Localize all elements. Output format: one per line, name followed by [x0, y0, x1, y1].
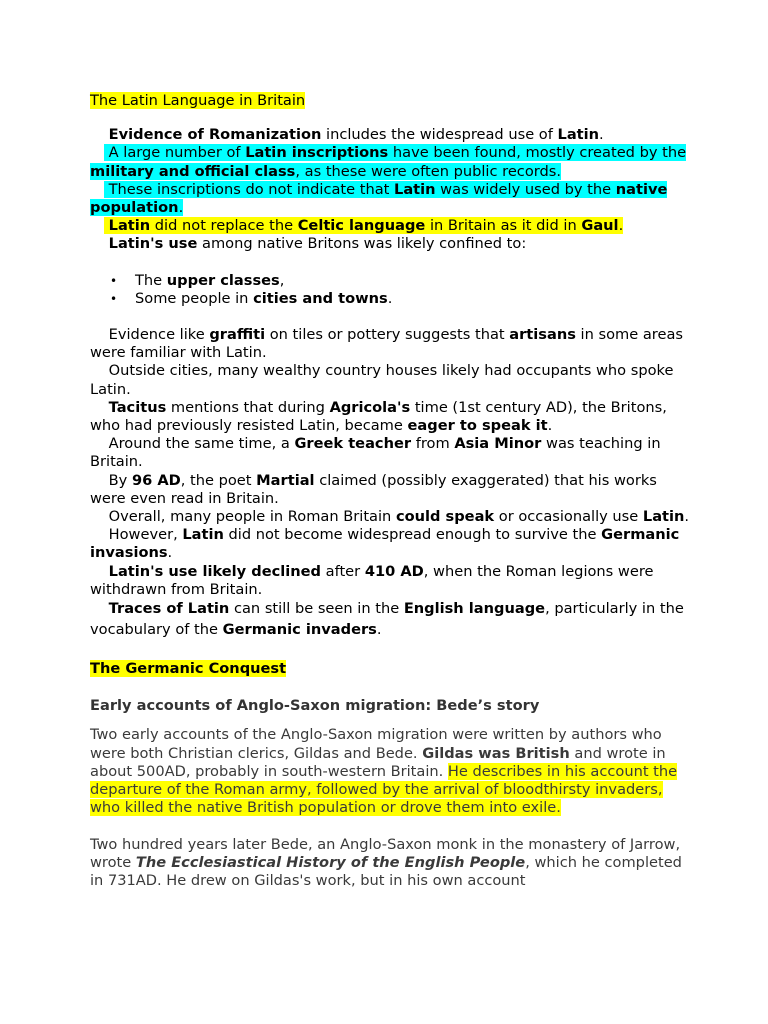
- bold-text: 96 AD: [131, 471, 181, 489]
- text: ,: [279, 271, 285, 289]
- section-title-text: The Latin Language in Britain: [90, 92, 306, 109]
- text: can still be seen in the: [229, 600, 404, 618]
- line-native-population: [90, 181, 690, 217]
- text: Two hundred years later Bede, an Anglo-Saxon monk in the monastery of Jarrow, wrote: [90, 835, 681, 871]
- line-tacitus: [90, 399, 690, 435]
- bullet-list: [90, 272, 690, 308]
- bold-text: Gaul: [581, 217, 619, 235]
- text: , which he completed in 731AD. He drew on Gildas's work, but in his own account: [90, 853, 682, 889]
- bold-text: Latin's use likely declined: [108, 562, 321, 580]
- bold-text: Latin's use: [108, 235, 198, 253]
- bold-text: Tacitus: [108, 398, 167, 416]
- text: Evidence like: [104, 326, 210, 344]
- text: was widely used by the: [435, 180, 616, 198]
- text: time (1st century AD), the Britons, who had previously resisted Latin, became: [90, 398, 667, 435]
- line-greek-teacher: [90, 435, 690, 471]
- text: These inscriptions do not indicate that: [104, 180, 395, 198]
- bold-text: Traces of Latin: [108, 600, 230, 618]
- text: Overall, many people in Roman Britain: [104, 508, 396, 526]
- bold-text: cities and towns: [253, 289, 388, 307]
- bold-text: Gildas was British: [422, 744, 570, 762]
- text: after: [321, 562, 365, 580]
- text: .: [599, 126, 604, 144]
- bold-text: 410 AD: [364, 562, 424, 580]
- text: claimed (possibly exaggerated) that his works were even read in Britain.: [90, 471, 657, 507]
- line-could-speak: [90, 508, 690, 526]
- text: .: [547, 417, 553, 435]
- line-evidence-romanization: [90, 126, 690, 144]
- line-celtic-language: [90, 217, 690, 235]
- text: .: [684, 508, 690, 526]
- text: among native Britons was likely confined to:: [197, 235, 527, 253]
- bold-text: upper classes: [166, 271, 280, 289]
- line-latins-use: [90, 235, 690, 253]
- line-graffiti: [90, 326, 690, 362]
- section2-title: [90, 660, 690, 678]
- bold-text: Latin inscriptions: [245, 144, 389, 162]
- text: was teaching in Britain.: [90, 435, 661, 471]
- bold-text: Greek teacher: [294, 435, 412, 453]
- text: By: [104, 471, 132, 489]
- text: .: [178, 199, 184, 217]
- text: .: [167, 544, 173, 562]
- bold-text: Asia Minor: [454, 435, 542, 453]
- text: on tiles or pottery suggests that: [265, 326, 510, 344]
- text: did not become widespread enough to survive the: [223, 526, 602, 544]
- bold-text: could speak: [395, 508, 495, 526]
- line-country-houses: [90, 362, 690, 398]
- text: and wrote in about 500AD, probably in south-western Britain.: [90, 744, 666, 780]
- bold-text: English language: [403, 600, 546, 618]
- bold-text: Latin: [182, 526, 224, 544]
- text: However,: [104, 526, 183, 544]
- document-body: [90, 92, 690, 890]
- paragraph-bede: [90, 836, 690, 891]
- line-germanic-invasions: [90, 526, 690, 562]
- bold-text: native population: [90, 180, 668, 217]
- line-latin-inscriptions: [90, 144, 690, 180]
- text: in some areas were familiar with Latin.: [90, 326, 684, 362]
- section-title: [90, 92, 690, 110]
- bold-text: Agricola's: [329, 398, 411, 416]
- highlighted-text: He describes in his account the departure of the Roman army, followed by the arrival of bloodthirsty invaders, who killed the native British population or drove them into exile.: [90, 762, 678, 817]
- text: The: [135, 271, 167, 289]
- paragraph-gildas: [90, 726, 690, 817]
- text: , particularly in the vocabulary of the: [90, 600, 684, 638]
- text: or occasionally use: [494, 508, 643, 526]
- text: , as these were often public records.: [295, 162, 562, 180]
- bold-text: artisans: [509, 326, 576, 344]
- list-item: [110, 290, 690, 308]
- bold-text: graffiti: [209, 326, 266, 344]
- section2-subtitle: Early accounts of Anglo-Saxon migration: Bede’s story: [90, 697, 540, 715]
- text: Outside cities, many wealthy country houses likely had occupants who spoke Latin.: [90, 362, 674, 398]
- text: Around the same time, a: [104, 435, 295, 453]
- text: from: [411, 435, 455, 453]
- text: A large number of: [104, 144, 246, 162]
- text: , the poet: [180, 471, 257, 489]
- list-item: [110, 272, 690, 290]
- text: .: [618, 217, 624, 235]
- text: .: [376, 620, 382, 638]
- book-title: The Ecclesiastical History of the English People: [135, 853, 526, 871]
- text: Two early accounts of the Anglo-Saxon migration were written by authors who were both Christian clerics, Gildas and Bede.: [90, 726, 662, 762]
- bold-text: military and official class: [90, 162, 296, 180]
- section2-title-text: The Germanic Conquest: [90, 660, 287, 678]
- text: did not replace the: [150, 217, 298, 235]
- bold-text: eager to speak it: [407, 417, 548, 435]
- bold-text: Latin: [557, 126, 600, 144]
- text: includes the widespread use of: [321, 126, 558, 144]
- text: Some people in: [135, 289, 254, 307]
- line-martial: [90, 472, 690, 508]
- bold-text: Martial: [256, 471, 315, 489]
- bold-text: Evidence of Romanization: [108, 126, 322, 144]
- text: .: [387, 289, 393, 307]
- text: have been found, mostly created by the: [388, 144, 687, 162]
- line-traces: [90, 599, 690, 640]
- bold-text: Latin: [394, 180, 436, 198]
- bold-text: Celtic language: [297, 217, 426, 235]
- bold-text: Germanic invaders: [222, 620, 377, 638]
- bold-text: Latin: [108, 217, 151, 235]
- bold-text: Germanic invasions: [90, 526, 680, 562]
- line-decline: [90, 563, 690, 599]
- text: , when the Roman legions were withdrawn from Britain.: [90, 562, 654, 598]
- text: in Britain as it did in: [425, 217, 582, 235]
- bold-text: Latin: [642, 508, 685, 526]
- text: mentions that during: [166, 398, 330, 416]
